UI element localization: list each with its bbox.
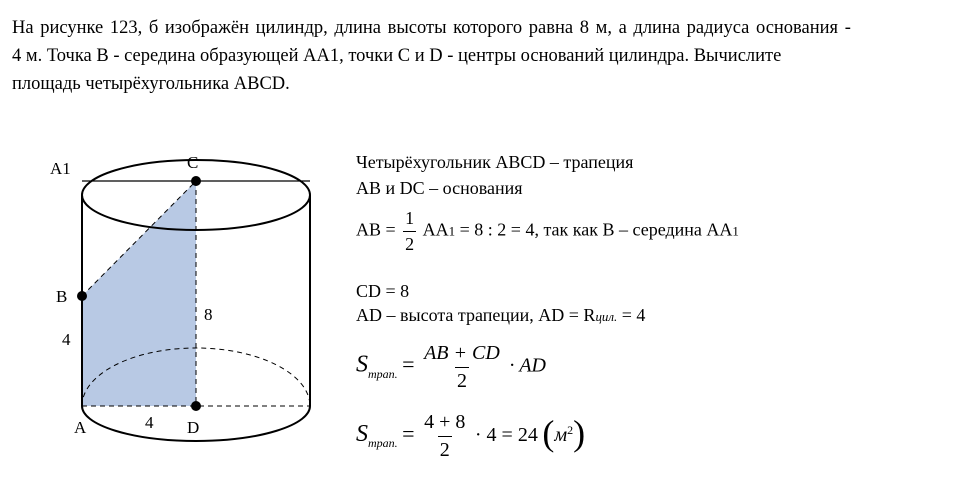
fraction-formula: $\frac{AB + CD}{2}$	[424, 342, 500, 392]
dim-ab: 4	[62, 330, 71, 349]
ab-lhs: AB =	[356, 219, 396, 240]
problem-line-2: 4 м. Точка В - середина образующей АА1, точки С и D - центры оснований цилиндра. Вычислите	[12, 46, 782, 66]
solution-line-5: AD – высота трапеции, AD = Rцил. = 4	[356, 305, 646, 325]
fraction-numeric: $\frac{4 + 8}{2}$	[424, 411, 466, 462]
point-b	[77, 291, 87, 301]
fraction-half: $\frac{1}{2}$	[405, 208, 415, 254]
problem-line-3: площадь четырёхугольника ABCD.	[12, 74, 290, 94]
label-a: A	[74, 418, 87, 437]
solution-line-6: $S_{трап.}$ = $\frac{AB + CD}{2}$ · AD	[356, 342, 546, 392]
label-c: C	[187, 153, 199, 172]
dim-ad: 4	[145, 413, 154, 432]
label-a1: A1	[50, 159, 71, 178]
solution-line-1: Четырёхугольник ABCD – трапеция	[356, 152, 634, 172]
point-d	[191, 401, 201, 411]
solution-line-2: AB и DC – основания	[356, 178, 523, 198]
dim-cd: 8	[204, 305, 213, 324]
solution-line-4: CD = 8	[356, 281, 410, 301]
problem-line-1: На рисунке 123, б изображён цилиндр, длина высоты которого равна 8 м, а длина радиуса основания -	[12, 18, 851, 38]
solution-line-7: $S_{трап.}$ = $\frac{4 + 8}{2}$ · 4 = 24 $(м^2)$	[356, 411, 586, 462]
label-b: B	[56, 287, 68, 306]
label-d: D	[187, 418, 200, 437]
trapezoid-abcd	[82, 181, 196, 406]
solution-line-3: AB = $\frac{1}{2}$ AA1 = 8 : 2 = 4, так как B – середина AA1	[356, 208, 739, 254]
point-c	[191, 176, 201, 186]
